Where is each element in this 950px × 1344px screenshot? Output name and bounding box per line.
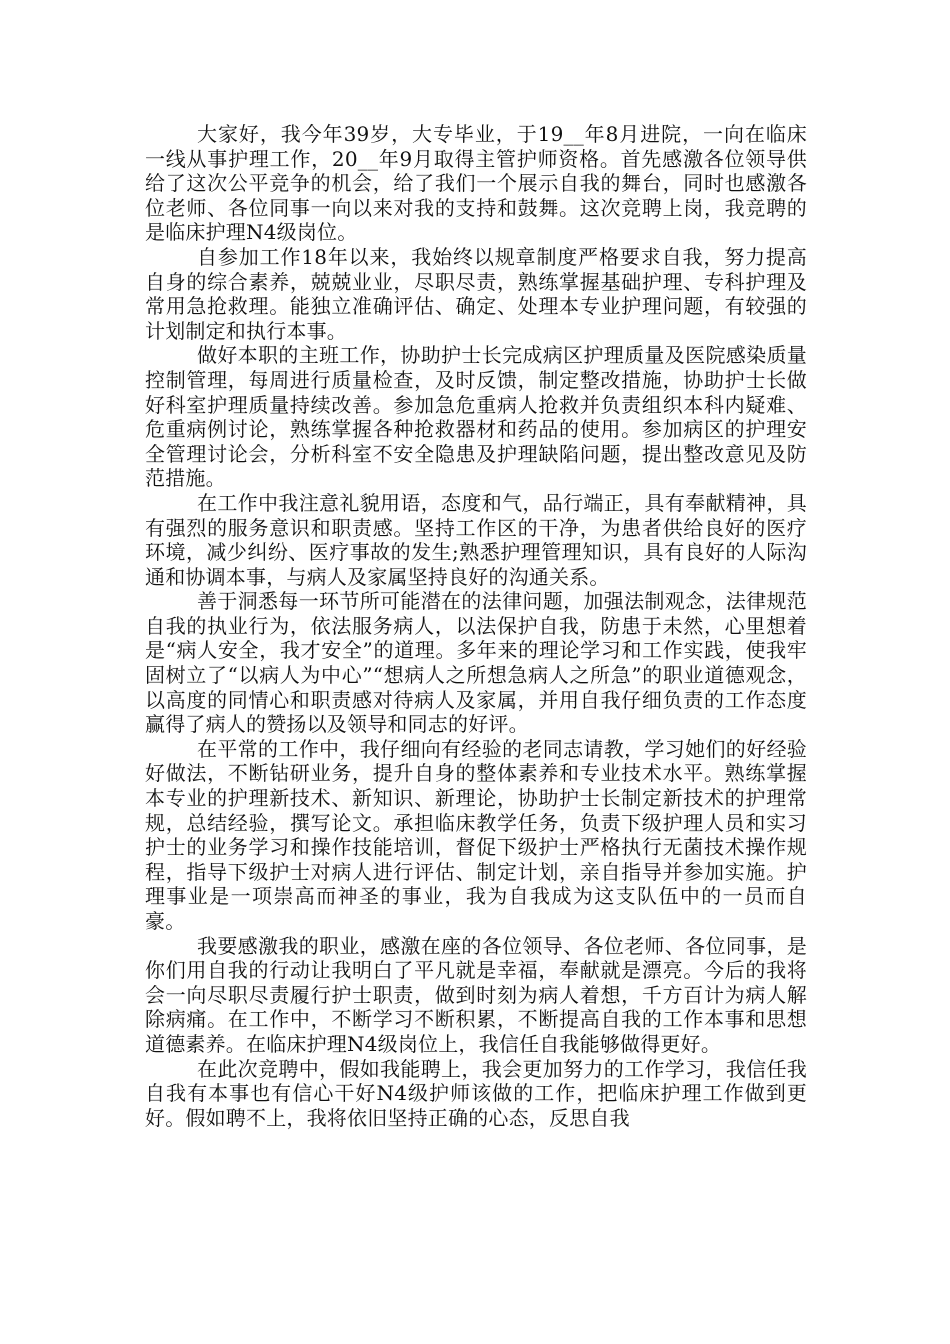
document-body xyxy=(145,122,807,1130)
paragraph-closing: 在此次竞聘中，假如我能聘上，我会更加努力的工作学习，我信任我自我有本事也有信心干好N4级护师该做的工作，把临床护理工作做到更好。假如聘不上，我将依旧坚持正确的心态，反思自我 xyxy=(145,1056,807,1130)
paragraph-intro: 大家好，我今年39岁，大专毕业，于19__年8月进院，一向在临床一线从事护理工作，20__年9月取得主管护师资格。首先感激各位领导供给了这次公平竞争的机会，给了我们一个展示自我的舞台，同时也感激各位老师、各位同事一向以来对我的支持和鼓舞。这次竞聘上岗，我竞聘的是临床护理N4级岗位。 xyxy=(145,122,807,245)
paragraph-legal-awareness: 善于洞悉每一环节所可能潜在的法律问题，加强法制观念，法律规范自我的执业行为，依法服务病人，以法保护自我，防患于未然，心里想着是“病人安全，我才安全”的道理。多年来的理论学习和工作实践，使我牢固树立了“以病人为中心”“想病人之所想急病人之所急”的职业道德观念，以高度的同情心和职责感对待病人及家属，并用自我仔细负责的工作态度赢得了病人的赞扬以及领导和同志的好评。 xyxy=(145,589,807,737)
paragraph-duties: 做好本职的主班工作，协助护士长完成病区护理质量及医院感染质量控制管理，每周进行质量检查，及时反馈，制定整改措施，协助护士长做好科室护理质量持续改善。参加急危重病人抢救并负责组织本科内疑难、危重病例讨论，熟练掌握各种抢救器材和药品的使用。参加病区的护理安全管理讨论会，分析科室不安全隐患及护理缺陷问题，提出整改意见及防范措施。 xyxy=(145,343,807,491)
paragraph-professional-growth: 在平常的工作中，我仔细向有经验的老同志请教，学习她们的好经验好做法，不断钻研业务，提升自身的整体素养和专业技术水平。熟练掌握本专业的护理新技术、新知识、新理论，协助护士长制定新技术的护理常规，总结经验，撰写论文。承担临床教学任务，负责下级护理人员和实习护士的业务学习和操作技能培训，督促下级护士严格执行无菌技术操作规程，指导下级护士对病人进行评估、制定计划，亲自指导并参加实施。护理事业是一项崇高而神圣的事业，我为自我成为这支队伍中的一员而自豪。 xyxy=(145,736,807,933)
paragraph-gratitude: 我要感激我的职业，感激在座的各位领导、各位老师、各位同事，是你们用自我的行动让我明白了平凡就是幸福，奉献就是漂亮。今后的我将会一向尽职尽责履行护士职责，做到时刻为病人着想，千方百计为病人解除病痛。在工作中，不断学习不断积累，不断提高自我的工作本事和思想道德素养。在临床护理N4级岗位上，我信任自我能够做得更好。 xyxy=(145,933,807,1056)
paragraph-attitude: 在工作中我注意礼貌用语，态度和气，品行端正，具有奉献精神，具有强烈的服务意识和职责感。坚持工作区的干净，为患者供给良好的医疗环境，减少纠纷、医疗事故的发生;熟悉护理管理知识，具有良好的人际沟通和协调本事，与病人及家属坚持良好的沟通关系。 xyxy=(145,490,807,589)
paragraph-work-experience: 自参加工作18年以来，我始终以规章制度严格要求自我，努力提高自身的综合素养，兢兢业业，尽职尽责，熟练掌握基础护理、专科护理及常用急抢救理。能独立准确评估、确定、处理本专业护理问题，有较强的计划制定和执行本事。 xyxy=(145,244,807,343)
